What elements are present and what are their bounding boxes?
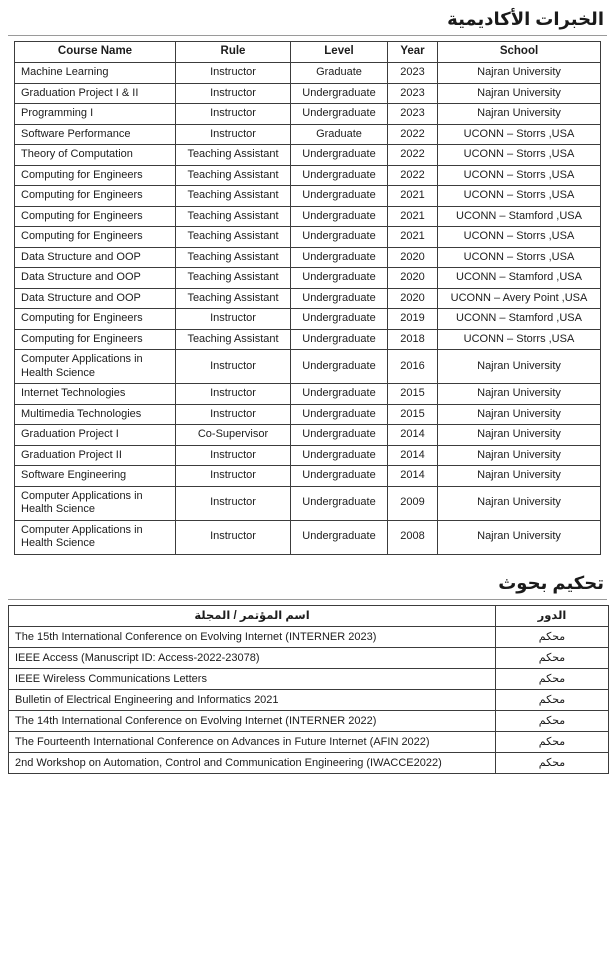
table-cell: Najran University: [438, 404, 601, 425]
course-row: [15, 165, 601, 186]
table-cell: Undergraduate: [291, 83, 388, 104]
table-cell: Teaching Assistant: [176, 145, 291, 166]
table-cell: 2020: [388, 288, 438, 309]
course-row: [15, 63, 601, 84]
table-cell: محكم: [496, 668, 609, 689]
table-cell: Teaching Assistant: [176, 247, 291, 268]
table-cell: Teaching Assistant: [176, 288, 291, 309]
table-cell: Teaching Assistant: [176, 329, 291, 350]
table-cell: Computing for Engineers: [15, 227, 176, 248]
table-cell: Computer Applications in Health Science: [15, 350, 176, 384]
course-row: [15, 350, 601, 384]
table-cell: 2014: [388, 466, 438, 487]
table-cell: 2021: [388, 186, 438, 207]
course-row: [15, 145, 601, 166]
table-cell: Najran University: [438, 83, 601, 104]
table-cell: Undergraduate: [291, 445, 388, 466]
table-cell: Najran University: [438, 63, 601, 84]
table-cell: محكم: [496, 647, 609, 668]
table-cell: Instructor: [176, 486, 291, 520]
course-row: [15, 247, 601, 268]
table-cell: 2020: [388, 247, 438, 268]
table-cell: Machine Learning: [15, 63, 176, 84]
table-cell: 2023: [388, 63, 438, 84]
refereeing-row: [9, 689, 609, 710]
column-header-level: Level: [291, 42, 388, 63]
table-cell: Computing for Engineers: [15, 309, 176, 330]
table-cell: محكم: [496, 626, 609, 647]
course-row: [15, 83, 601, 104]
table-cell: Instructor: [176, 350, 291, 384]
table-cell: The Fourteenth International Conference on Advances in Future Internet (AFIN 2022): [9, 731, 496, 752]
table-cell: UCONN – Storrs ,USA: [438, 165, 601, 186]
table-cell: Software Performance: [15, 124, 176, 145]
course-row: [15, 206, 601, 227]
table-cell: Multimedia Technologies: [15, 404, 176, 425]
course-row: [15, 288, 601, 309]
table-cell: Graduate: [291, 63, 388, 84]
table-cell: 2022: [388, 165, 438, 186]
table-cell: Undergraduate: [291, 288, 388, 309]
table-cell: 2014: [388, 445, 438, 466]
table-cell: Teaching Assistant: [176, 268, 291, 289]
table-cell: Undergraduate: [291, 206, 388, 227]
table-cell: IEEE Wireless Communications Letters: [9, 668, 496, 689]
refereeing-row: [9, 647, 609, 668]
column-header-role: الدور: [496, 605, 609, 626]
table-cell: محكم: [496, 731, 609, 752]
table-cell: Najran University: [438, 486, 601, 520]
table-cell: Undergraduate: [291, 165, 388, 186]
table-cell: Undergraduate: [291, 227, 388, 248]
table-cell: Najran University: [438, 350, 601, 384]
table-cell: Instructor: [176, 63, 291, 84]
table-cell: Najran University: [438, 384, 601, 405]
refereeing-row: [9, 668, 609, 689]
course-row: [15, 309, 601, 330]
table-cell: Graduate: [291, 124, 388, 145]
table-cell: 2022: [388, 145, 438, 166]
table-cell: UCONN – Storrs ,USA: [438, 124, 601, 145]
table-cell: 2009: [388, 486, 438, 520]
table-cell: Computing for Engineers: [15, 165, 176, 186]
table-cell: Computer Applications in Health Science: [15, 520, 176, 554]
table-cell: IEEE Access (Manuscript ID: Access-2022-23078): [9, 647, 496, 668]
table-cell: Undergraduate: [291, 268, 388, 289]
table-cell: UCONN – Storrs ,USA: [438, 247, 601, 268]
table-cell: Najran University: [438, 520, 601, 554]
table-cell: Undergraduate: [291, 520, 388, 554]
table-cell: Undergraduate: [291, 104, 388, 125]
table-cell: 2008: [388, 520, 438, 554]
table-cell: Computing for Engineers: [15, 206, 176, 227]
table-cell: 2022: [388, 124, 438, 145]
table-cell: 2018: [388, 329, 438, 350]
course-row: [15, 384, 601, 405]
table-cell: Undergraduate: [291, 309, 388, 330]
table-cell: Instructor: [176, 384, 291, 405]
refereeing-row: [9, 731, 609, 752]
column-header-course-name: Course Name: [15, 42, 176, 63]
title-divider: [8, 599, 607, 600]
table-cell: 2021: [388, 206, 438, 227]
table-cell: Theory of Computation: [15, 145, 176, 166]
table-cell: Computer Applications in Health Science: [15, 486, 176, 520]
table-cell: Instructor: [176, 445, 291, 466]
table-cell: Undergraduate: [291, 404, 388, 425]
table-cell: Instructor: [176, 466, 291, 487]
table-cell: Data Structure and OOP: [15, 247, 176, 268]
table-cell: 2015: [388, 404, 438, 425]
course-row: [15, 104, 601, 125]
course-row: [15, 404, 601, 425]
table-header-row: [9, 605, 609, 626]
table-cell: Najran University: [438, 445, 601, 466]
table-cell: UCONN – Storrs ,USA: [438, 329, 601, 350]
column-header-rule: Rule: [176, 42, 291, 63]
table-cell: UCONN – Storrs ,USA: [438, 186, 601, 207]
table-cell: 2021: [388, 227, 438, 248]
table-cell: Undergraduate: [291, 186, 388, 207]
table-cell: Co-Supervisor: [176, 425, 291, 446]
table-cell: Computing for Engineers: [15, 329, 176, 350]
table-cell: Instructor: [176, 520, 291, 554]
table-cell: Undergraduate: [291, 329, 388, 350]
course-row: [15, 186, 601, 207]
course-row: [15, 425, 601, 446]
table-cell: The 14th International Conference on Evolving Internet (INTERNER 2022): [9, 710, 496, 731]
course-row: [15, 486, 601, 520]
refereeing-row: [9, 626, 609, 647]
table-cell: 2020: [388, 268, 438, 289]
table-cell: Bulletin of Electrical Engineering and Informatics 2021: [9, 689, 496, 710]
table-cell: Graduation Project I: [15, 425, 176, 446]
academic-experience-table: [14, 41, 601, 555]
table-cell: Computing for Engineers: [15, 186, 176, 207]
table-cell: UCONN – Storrs ,USA: [438, 145, 601, 166]
column-header-year: Year: [388, 42, 438, 63]
table-cell: Undergraduate: [291, 247, 388, 268]
table-cell: Data Structure and OOP: [15, 288, 176, 309]
table-cell: Teaching Assistant: [176, 165, 291, 186]
table-cell: 2016: [388, 350, 438, 384]
table-cell: Graduation Project II: [15, 445, 176, 466]
table-cell: UCONN – Storrs ,USA: [438, 227, 601, 248]
table-cell: The 15th International Conference on Evolving Internet (INTERNER 2023): [9, 626, 496, 647]
table-cell: Software Engineering: [15, 466, 176, 487]
table-cell: Instructor: [176, 404, 291, 425]
academic-experience-section-title: الخبرات الأكاديمية: [447, 9, 604, 29]
refereeing-row: [9, 752, 609, 773]
table-cell: 2nd Workshop on Automation, Control and Communication Engineering (IWACCE2022): [9, 752, 496, 773]
table-cell: Teaching Assistant: [176, 227, 291, 248]
table-cell: محكم: [496, 710, 609, 731]
table-cell: 2023: [388, 83, 438, 104]
table-cell: Instructor: [176, 83, 291, 104]
research-refereeing-section-title: تحكيم بحوث: [498, 572, 604, 593]
table-cell: Undergraduate: [291, 486, 388, 520]
table-cell: Programming I: [15, 104, 176, 125]
course-row: [15, 445, 601, 466]
table-cell: 2015: [388, 384, 438, 405]
table-cell: UCONN – Stamford ,USA: [438, 206, 601, 227]
table-header-row: [15, 42, 601, 63]
course-row: [15, 124, 601, 145]
table-cell: Undergraduate: [291, 145, 388, 166]
course-row: [15, 466, 601, 487]
course-row: [15, 268, 601, 289]
table-cell: UCONN – Stamford ,USA: [438, 268, 601, 289]
table-cell: Najran University: [438, 466, 601, 487]
table-cell: Instructor: [176, 104, 291, 125]
column-header-conference-journal-name: اسم المؤتمر / المجلة: [9, 605, 496, 626]
table-cell: Undergraduate: [291, 425, 388, 446]
table-cell: Teaching Assistant: [176, 186, 291, 207]
course-row: [15, 520, 601, 554]
table-cell: Najran University: [438, 104, 601, 125]
table-cell: UCONN – Avery Point ,USA: [438, 288, 601, 309]
table-cell: Internet Technologies: [15, 384, 176, 405]
table-cell: محكم: [496, 689, 609, 710]
table-cell: UCONN – Stamford ,USA: [438, 309, 601, 330]
table-cell: Najran University: [438, 425, 601, 446]
table-cell: محكم: [496, 752, 609, 773]
column-header-school: School: [438, 42, 601, 63]
table-cell: Undergraduate: [291, 350, 388, 384]
table-cell: Data Structure and OOP: [15, 268, 176, 289]
refereeing-row: [9, 710, 609, 731]
table-cell: 2019: [388, 309, 438, 330]
table-cell: Instructor: [176, 124, 291, 145]
title-divider: [8, 35, 607, 36]
table-cell: Graduation Project I & II: [15, 83, 176, 104]
course-row: [15, 329, 601, 350]
table-cell: Undergraduate: [291, 384, 388, 405]
table-cell: Teaching Assistant: [176, 206, 291, 227]
course-row: [15, 227, 601, 248]
table-cell: Undergraduate: [291, 466, 388, 487]
table-cell: Instructor: [176, 309, 291, 330]
table-cell: 2014: [388, 425, 438, 446]
table-cell: 2023: [388, 104, 438, 125]
research-refereeing-table: [8, 605, 609, 774]
